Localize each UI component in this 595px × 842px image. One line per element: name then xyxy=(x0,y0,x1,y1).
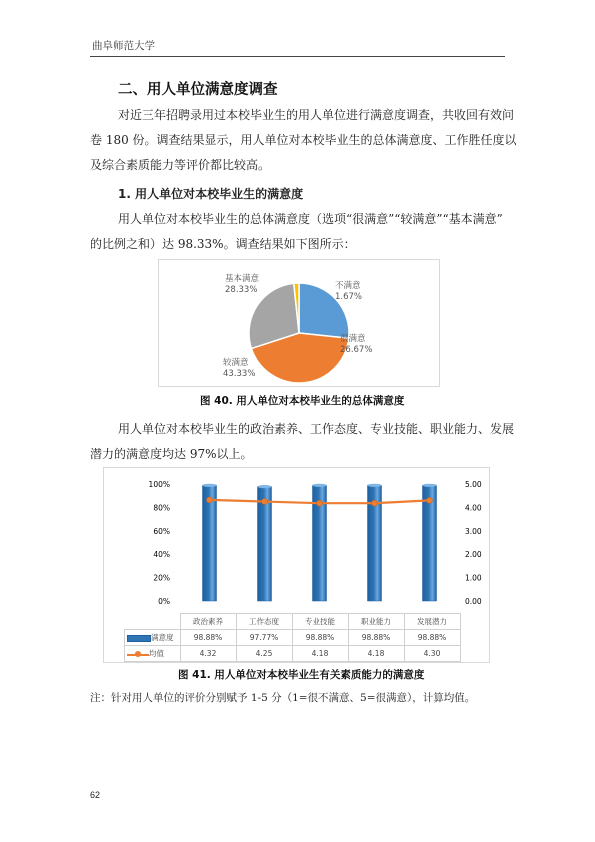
bar-cap-3 xyxy=(368,484,382,487)
bar-cap-2 xyxy=(313,484,327,487)
para3-line-1: 用人单位对本校毕业生的政治素养、工作态度、专业技能、职业能力、发展 xyxy=(118,422,515,436)
table-satisfaction-0: 98.88% xyxy=(180,630,236,646)
right-axis-tick-1: 4.00 xyxy=(465,503,482,513)
left-axis-tick-0: 100% xyxy=(148,480,170,489)
legend-marker xyxy=(135,651,141,657)
fig41-caption: 图 41. 用人单位对本校毕业生有关素质能力的满意度 xyxy=(178,669,425,681)
pie-label-basic-value: 28.33% xyxy=(225,285,258,295)
left-axis-tick-1: 80% xyxy=(153,503,170,513)
intro-line-3: 及综合素质能力等评价都比较高。 xyxy=(90,158,271,172)
mean-point-4 xyxy=(427,497,433,503)
pie-label-very xyxy=(340,334,372,356)
table-series-mean-label xyxy=(125,646,181,662)
fig40-chart xyxy=(158,259,440,387)
table-cat-3: 职业能力 xyxy=(348,614,404,630)
subsection-title: 1. 用人单位对本校毕业生的满意度 xyxy=(118,187,304,201)
pie-label-basic xyxy=(225,274,259,296)
legend-mean: 均值 xyxy=(149,649,164,658)
table-mean-2: 4.18 xyxy=(292,646,348,662)
legend-satisfaction: 满意度 xyxy=(151,633,174,642)
left-axis-tick-2: 60% xyxy=(153,526,170,536)
para3-line-2: 潜力的满意度均达 97%以上。 xyxy=(90,447,253,461)
table-cat-2: 专业技能 xyxy=(292,614,348,630)
fig40-pie-svg xyxy=(159,260,439,386)
intro-line-2: 卷 180 份。调查结果显示，用人单位对本校毕业生的总体满意度、工作胜任度以 xyxy=(90,133,517,147)
table-mean-0: 4.32 xyxy=(180,646,236,662)
table-cat-1: 工作态度 xyxy=(236,614,292,630)
table-row-mean xyxy=(125,646,461,662)
pie-label-unsatisfied xyxy=(335,281,362,303)
mean-point-3 xyxy=(372,500,378,506)
fig40-caption: 图 40. 用人单位对本校毕业生的总体满意度 xyxy=(200,395,405,407)
pie-label-very-value: 26.67% xyxy=(340,345,373,355)
page-number: 62 xyxy=(90,790,101,800)
right-axis-tick-5: 0.00 xyxy=(465,597,482,606)
para2-line-1: 用人单位对本校毕业生的总体满意度（选项“很满意”“较满意”“基本满意” xyxy=(118,212,503,226)
pie-label-basic-name: 基本满意 xyxy=(225,274,260,284)
running-header: 曲阜师范大学 xyxy=(92,40,155,52)
right-axis-tick-4: 1.00 xyxy=(465,573,482,583)
bar-cap-4 xyxy=(423,484,437,487)
table-cat-4: 发展潜力 xyxy=(404,614,460,630)
table-satisfaction-3: 98.88% xyxy=(348,630,404,646)
fig41-data-table xyxy=(124,613,461,662)
table-row-satisfaction xyxy=(125,630,461,646)
footnote: 注：针对用人单位的评价分别赋予 1-5 分（1=很不满意、5=很满意），计算均值。 xyxy=(90,692,476,704)
para2-line-2: 的比例之和）达 98.33%。调查结果如下图所示： xyxy=(90,237,356,251)
pie-label-unsatisfied-value: 1.67% xyxy=(335,292,363,302)
table-cat-0: 政治素养 xyxy=(180,614,236,630)
pie-label-very-name: 很满意 xyxy=(340,334,366,344)
pie-label-fairly-value: 43.33% xyxy=(223,369,256,379)
mean-point-1 xyxy=(262,499,268,505)
table-mean-1: 4.25 xyxy=(236,646,292,662)
line-legend-key xyxy=(127,651,149,658)
mean-point-2 xyxy=(317,500,323,506)
table-satisfaction-4: 98.88% xyxy=(404,630,460,646)
left-axis-tick-3: 40% xyxy=(153,550,170,560)
right-axis-tick-0: 5.00 xyxy=(465,480,482,489)
table-satisfaction-2: 98.88% xyxy=(292,630,348,646)
left-axis-tick-5: 0% xyxy=(158,597,170,606)
pie-label-fairly xyxy=(223,358,255,380)
table-mean-4: 4.30 xyxy=(404,646,460,662)
right-axis-tick-2: 3.00 xyxy=(465,526,482,536)
pie-label-unsatisfied-name: 不满意 xyxy=(335,281,361,291)
bar-legend-key xyxy=(127,635,151,642)
bar-cap-1 xyxy=(258,485,272,488)
intro-line-1: 对近三年招聘录用过本校毕业生的用人单位进行满意度调查，共收回有效问 xyxy=(118,108,515,122)
fig41-chart xyxy=(103,467,490,663)
pie-label-fairly-name: 较满意 xyxy=(223,358,249,368)
section-title: 二、用人单位满意度调查 xyxy=(118,82,278,98)
header-rule xyxy=(90,56,505,57)
bar-cap-0 xyxy=(203,484,217,487)
mean-point-0 xyxy=(207,497,213,503)
table-corner xyxy=(125,614,181,630)
table-row-header xyxy=(125,614,461,630)
table-satisfaction-1: 97.77% xyxy=(236,630,292,646)
right-axis-tick-3: 2.00 xyxy=(465,550,482,560)
table-mean-3: 4.18 xyxy=(348,646,404,662)
table-series-satisfaction-label xyxy=(125,630,181,646)
left-axis-tick-4: 20% xyxy=(153,573,170,583)
